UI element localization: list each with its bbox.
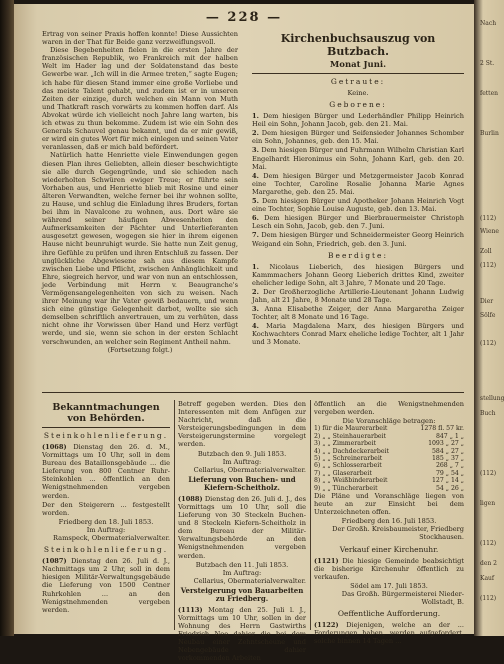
notice-signer: Das Großh. Bürgermeisterei Nieder- [341, 589, 464, 598]
table-row: 9) „ „ Tüncherarbeit 54 „ 26 „ [314, 484, 464, 492]
notice-text: (1113) Montag den 25. Juli l. J., Vormittags um 10 Uhr, sollen in der Wohnung des Herrn Gastwirths Friedrich Noe dahier die bei dem Neubau einer Zehntscheune und Nebengebäude dahier vorkommenden Arbeiten [178, 605, 306, 663]
announcements-column-2 [178, 400, 306, 664]
notice-signer: Cellarius, Obermaterialverwalter. [193, 465, 306, 474]
adjacent-page-text: Kauf [480, 575, 495, 582]
notice-text: (1088) Dienstag den 26. Juli d. J., des Vormittags um 10 Uhr, soll die Lieferung von 30 Steckeln Buchen- und 8 Steckeln Kiefern-Scheitholz in dem Bureau der Militär-Verwaltungsbehörde an den Wenigstnehmenden vergeben werden. [178, 494, 306, 560]
notice-date: Friedberg den 16. Juli 1853. [341, 517, 437, 526]
list-item: 1. Nicolaus Lieberich, des hiesigen Bürgers und Kammmachers Johann Georg Lieberich drittes Kind, zweiter ehelicher ledige Sohn, alt 3 Jahre, 7 Monate und 20 Tage. [252, 262, 464, 287]
notice-text: öffentlich an die Wenigstnehmenden vergeben werden. [314, 400, 464, 417]
notice-text: (1068) Dienstag den 26. d. M., Vormittags um 10 Uhr, soll in dem Bureau des Bataillonsgebäude ... die Lieferung von 800 Centner Ruhr-Steinkohlen ... öffentlich an den Wenigstnehmenden vergeben werden. [42, 443, 170, 500]
notice-heading: Versteigerung von Bauarbeiten zu Friedberg. [180, 585, 304, 604]
adjacent-page-text: Burlin [480, 130, 499, 137]
table-row: 2) „ „ Steinhauerarbeit 847 „ 1 „ [314, 432, 464, 440]
story-paragraph: Natürlich hatte Henriette viele Einwendungen gegen diesen Plan ihres Geliebten, allein dieser beschwichtigte sie alle durch Gegengründe, und sie schieden nach wiederholten Schwüren ewiger Treue; er führte sein Vorhaben aus, und Henriette blieb mit Rosine und einer älteren Verwandten, welche ferner bei ihr wohnen sollte, zu Hause, und schlug die Einladung ihres Bruders, fortan bei ihm in Navalcone zu wohnen, aus. Dort wäre sie während seiner häufigen Abwesenheiten den Aufmerksamkeiten der Pächter und Unterlieferanten ausgesetzt gewesen, wogegen sie hier in ihrem eigenen Hause nicht beunruhigt wurde. Sie hatte nun Zeit genug, ihre Gefühle zu prüfen und ihren Entschluß zu fassen. Der unglückliche Abgewiesene sah aus diesem Kampfe zwischen Liebe und Pflicht, zwischen Anhänglichkeit und Ehre, siegreich hervor, und war von nun an entschlossen, jede Verbindung mit Herrn v. Beaugranche's Vermögensangelegenheiten von sich zu weisen. Nach ihrer Meinung war ihr Vater gewiß bedauern, und wenn sich eine günstige Gelegenheit darbot, wollte sie sich demselben schriftlich anvertrauen, um zu verhüten, dass nicht ohne ihr Vorwissen über Hand und Herz verfügt werde, und sie, wenn sie schon in der ersten Schlacht verschwunden, an welcher sein Regiment Antheil nahm. [42, 151, 238, 346]
notice-auftrag: Im Auftrag: [86, 525, 126, 534]
adjacent-page-text: Nach [480, 20, 497, 27]
notice-signer: Wollstadt, B. [421, 597, 464, 606]
adjacent-page-text: den 2 [480, 560, 497, 567]
notice-auftrag: Im Auftrag: [222, 568, 262, 577]
notice-signer: Der Großh. Kreisbaumeister, Friedberg [332, 525, 464, 534]
left-column [42, 30, 238, 354]
notice-heading: Lieferung von Buchen- und Kiefern-Scheitholz. [188, 474, 296, 493]
table-row: 1) für die Maurerarbeit 1278 fl. 57 kr. [314, 425, 464, 433]
list-item: 2. Der Großherzogliche Artillerie-Lieutenant Johann Ludwig Jahn, alt 21 Jahre, 8 Monate und 28 Tage. [252, 287, 464, 304]
list-item: 1. Dem hiesigen Bürger und Lederhändler Philipp Heinrich Heil ein Sohn, Johann Jacob, geb. den 21. Mai. [252, 112, 464, 129]
divider [252, 73, 464, 74]
announcements-column-3 [314, 400, 464, 646]
notice-text: Der den Steigerern ... festgestellt worden. [42, 500, 170, 517]
list-item: 5. Dem hiesigen Bürger und Apotheker Johann Heinrich Vogt eine Tochter, Sophie Louise Auguste, geb. den 13. Mai. [252, 197, 464, 214]
adjacent-page-text: (112) [480, 540, 497, 547]
adjacent-page-text: fetten [480, 90, 499, 97]
adjacent-page-text: Wiene [480, 228, 499, 235]
adjacent-page-text: (112) [480, 470, 497, 477]
adjacent-page-edge [474, 0, 504, 636]
notice-heading: Verkauf einer Kirchenuhr. [339, 544, 439, 554]
continued-note: (Fortsetzung folgt.) [107, 345, 173, 354]
table-row: 8) „ „ Weißbinderarbeit 127 „ 14 „ [314, 477, 464, 485]
list-item: 4. Maria Magdalena Marx, des hiesigen Bürgers und Kochwachters Conrad Marx eheliche ledige Tochter, alt 1 Jahr und 3 Monate. [252, 322, 464, 347]
notice-heading: Steinkohlenlieferung. [43, 545, 169, 555]
story-paragraph: Diese Begebenheiten fielen in die ersten Jahre der französischen Republik, wo Frankreich mit der halben Welt im Hader lag und der Soldatenstand das beste Gewerbe war. „Ich will in die Armee treten,“ sagte Eugen; ich habe für diesen Stand immer eine große Vorliebe und das meiste Talent gehabt, und zudem ist er in unseren Zeiten der einzige, durch welchen ein Mann von Muth und Thatkraft rasch vorwärts zu kommen hoffen darf. Als Abvokat würde ich vielleicht noch Jahre lang warten, bis ich etwas zu thun bekomme. Zudem ist wie ein Sohn des Generals Schauvel genau bekannt, und da er mir gewiß, er wird ein gutes Wort für mich einlegen und seinen Vater veranlassen, daß er mich bald befördert. [42, 46, 238, 152]
right-column [252, 30, 464, 348]
list-item: 6. Dem hiesigen Bürger und Bierbrauermeister Christoph Lesch ein Sohn, Jacob, geb. den 7. Juni. [252, 214, 464, 231]
list-item: 4. Dem hiesigen Bürger und Metzgermeister Jacob Konrad eine Tochter, Caroline Rosalie Johanna Marie Agnes Margarethe, geb. den 25. Mai. [252, 171, 464, 196]
story-continuation: Ertrag von seiner Praxis hoffen konnte! Diese Aussichten waren in der That für Beide ganz verzweiflungsvoll. [42, 30, 238, 47]
column-divider [310, 400, 311, 630]
adjacent-page-text: (112) [480, 340, 497, 347]
notice-signer: Stockhausen. [419, 533, 464, 542]
list-item: 3. Anna Elisabethe Zeiger, der Anna Margaretha Zeiger Tochter, alt 8 Monate und 16 Tage. [252, 305, 465, 322]
died-heading: Beerdigte: [328, 250, 388, 260]
notice-heading: Steinkohlenlieferung. [43, 431, 169, 440]
adjacent-page-text: Zoll [480, 248, 492, 255]
notice-text: (1122) Diejenigen, welche an der ... Forderungen haben, werden aufgefordert, solche binnen 14 Tagen ... [314, 621, 464, 646]
adjacent-page-text: (112) [480, 215, 497, 222]
announcements-column-1 [42, 400, 170, 615]
adjacent-page-text: Dier [480, 298, 494, 305]
adjacent-page-text: (112) [480, 262, 497, 269]
column-divider [174, 400, 175, 630]
notice-text: Die Pläne und Voranschläge liegen von heute an zur Einsicht bei dem Unterzeichneten offen. [314, 491, 464, 517]
born-list [252, 112, 464, 248]
document-page [14, 4, 474, 663]
section-title: Kirchenbuchsauszug von Butzbach. [280, 32, 436, 58]
notice-date: Butzbach den 9. Juli 1853. [197, 449, 287, 458]
table-row: 4) „ „ Dachdeckerarbeit 584 „ 27 „ [314, 447, 464, 455]
adjacent-page-text: Sölfe [480, 312, 496, 319]
notice-date: Friedberg den 18. Juli 1853. [58, 517, 154, 526]
table-row: 3) „ „ Zimmerarbeit 1093 „ 27 „ [314, 440, 464, 448]
list-item: 2. Dem hiesigen Bürger und Seifensieder Johannes Schomber ein Sohn, Johannes, geb. den 15. Mai. [252, 129, 464, 146]
divider [42, 392, 464, 393]
page-header: — 228 — [205, 10, 283, 25]
announcements-title: Bekanntmachungen von Behörden. [52, 402, 160, 424]
table-row: 7) „ „ Glaserarbeit 79 „ 54 „ [314, 469, 464, 477]
married-heading: Getraute: [330, 77, 386, 86]
notice-signer: Cellarius, Obermaterialverwalter. [193, 576, 306, 585]
notice-date: Butzbach den 11. Juli 1853. [195, 560, 289, 569]
adjacent-page-text: Buch [480, 410, 496, 417]
notice-text: Betreff gegeben werden. Dies den Interessenten mit dem Anfügen zur Nachricht, daß die Versteigerungsbedingungen in dem Versteigerungstermine vorgelegt werden. [178, 400, 306, 449]
list-item: 7. Dem hiesigen Bürger und Schneidermeister Georg Heinrich Weigand ein Sohn, Friedrich, geb. den 3. Juni. [252, 231, 465, 248]
died-list [252, 263, 464, 347]
notice-auftrag: Im Auftrag: [222, 457, 262, 466]
estimates-heading: Die Voranschläge betragen: [342, 417, 436, 426]
notice-signer: Ramspeck, Obermaterialverwalter. [53, 534, 170, 543]
notice-text: (1087) Dienstag den 26. Juli d. J., Nachmittags um 2 Uhr, soll in dem hiesigen Militär-Verwaltungsgebäude die Lieferung von 1500 Centner Ruhrkohlen ... an den Wenigstnehmenden vergeben werden. [42, 557, 170, 614]
notice-heading: Oeffentliche Aufforderung. [337, 609, 441, 619]
book-spine [0, 0, 14, 636]
table-row: 6) „ „ Schlosserarbeit 268 „ 7 „ [314, 462, 464, 470]
estimates-table [314, 425, 464, 492]
month-title: Monat Juni. [329, 60, 387, 70]
list-item: 3. Dem hiesigen Bürger und Fuhrmann Wilhelm Christian Karl Engelhardt Hieronimus ein Sohn, Johann Karl, geb. den 20. Mai. [252, 146, 464, 171]
notice-text: (1121) Die hiesige Gemeinde beabsichtigt die bisherige Kirchenuhr öffentlich zu verkaufen. [314, 556, 464, 581]
adjacent-page-text: ligen [480, 500, 496, 507]
page-number: 228 [227, 10, 261, 25]
adjacent-page-text: (112) [480, 595, 497, 602]
notice-date: Södel am 17. Juli 1853. [350, 581, 428, 590]
married-none: Keine. [347, 89, 369, 97]
adjacent-page-text: 2 St. [480, 60, 495, 67]
announcements-section [14, 392, 474, 663]
born-heading: Geborene: [329, 100, 387, 110]
divider [42, 427, 170, 428]
adjacent-page-text: stellung [480, 395, 504, 402]
table-row: 5) „ „ Schreinerarbeit 185 „ 37 „ [314, 454, 464, 462]
